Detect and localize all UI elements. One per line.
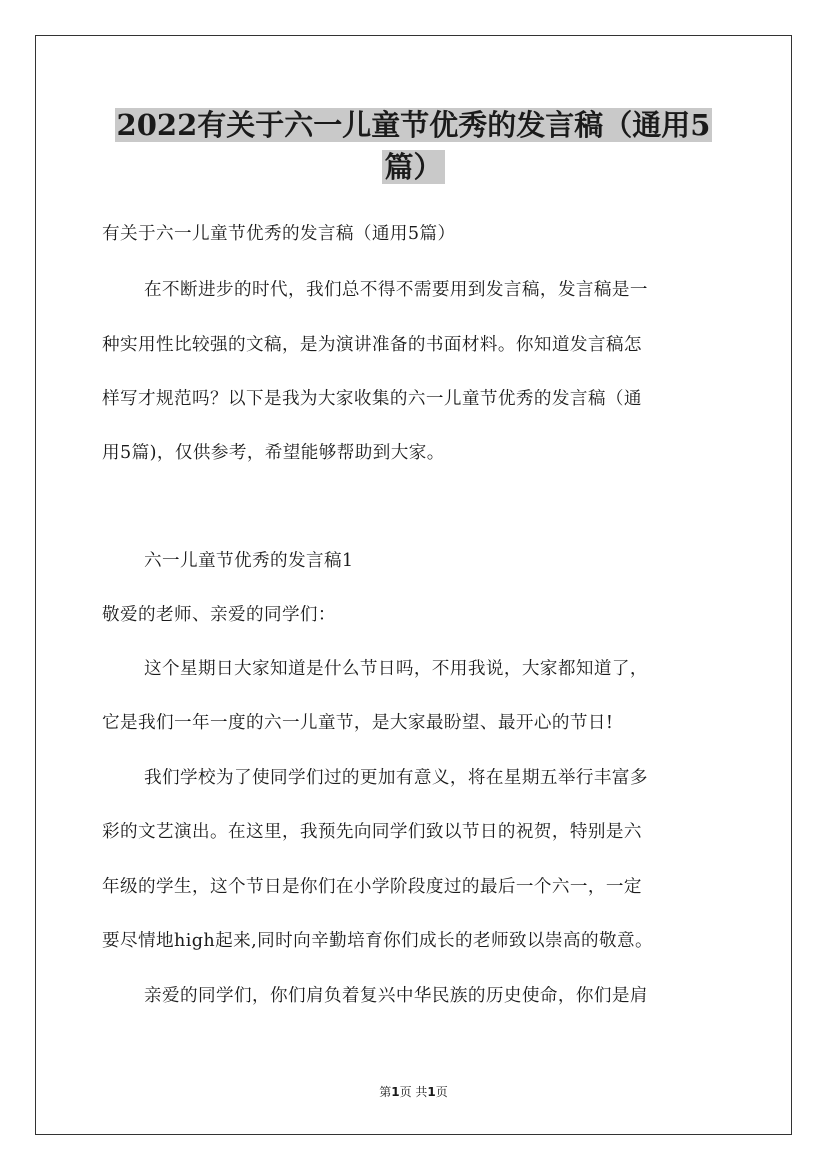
paragraph-line: 在不断进步的时代，我们总不得不需要用到发言稿，发言稿是一 xyxy=(144,280,648,300)
title-line-2: 篇） xyxy=(384,150,443,184)
salutation-line: 敬爱的老师、亲爱的同学们： xyxy=(102,605,336,625)
section-heading: 六一儿童节优秀的发言稿1 xyxy=(144,551,354,571)
paragraph-line: 它是我们一年一度的六一儿童节，是大家最盼望、最开心的节日! xyxy=(102,713,614,733)
document-title-continued xyxy=(60,142,767,192)
paragraph-line: 彩的文艺演出。在这里，我预先向同学们致以节日的祝贺，特别是六 xyxy=(102,822,642,842)
paragraph-line: 样写才规范吗？以下是我为大家收集的六一儿童节优秀的发言稿（通 xyxy=(102,389,642,409)
footer-mid: 页 共 xyxy=(399,1085,428,1099)
footer-prefix: 第 xyxy=(379,1085,392,1099)
paragraph-line: 要尽情地high起来,同时向辛勤培育你们成长的老师致以崇高的敬意。 xyxy=(102,931,653,951)
page-footer xyxy=(0,1083,827,1100)
page-border xyxy=(35,35,792,1135)
footer-page-number: 1 xyxy=(391,1085,400,1099)
paragraph-line: 这个星期日大家知道是什么节日吗，不用我说，大家都知道了， xyxy=(144,659,648,679)
paragraph-line: 亲爱的同学们，你们肩负着复兴中华民族的历史使命，你们是肩 xyxy=(144,986,648,1006)
footer-suffix: 页 xyxy=(435,1085,448,1099)
footer-total-pages: 1 xyxy=(427,1085,436,1099)
paragraph-line: 我们学校为了使同学们过的更加有意义，将在星期五举行丰富多 xyxy=(144,768,648,788)
title-line-1: 2022有关于六一儿童节优秀的发言稿（通用5 xyxy=(116,108,711,142)
subtitle-line: 有关于六一儿童节优秀的发言稿（通用5篇） xyxy=(102,224,456,244)
paragraph-line: 年级的学生，这个节日是你们在小学阶段度过的最后一个六一，一定 xyxy=(102,877,642,897)
paragraph-line: 种实用性比较强的文稿，是为演讲准备的书面材料。你知道发言稿怎 xyxy=(102,335,642,355)
paragraph-line: 用5篇)，仅供参考，希望能够帮助到大家。 xyxy=(102,443,445,463)
